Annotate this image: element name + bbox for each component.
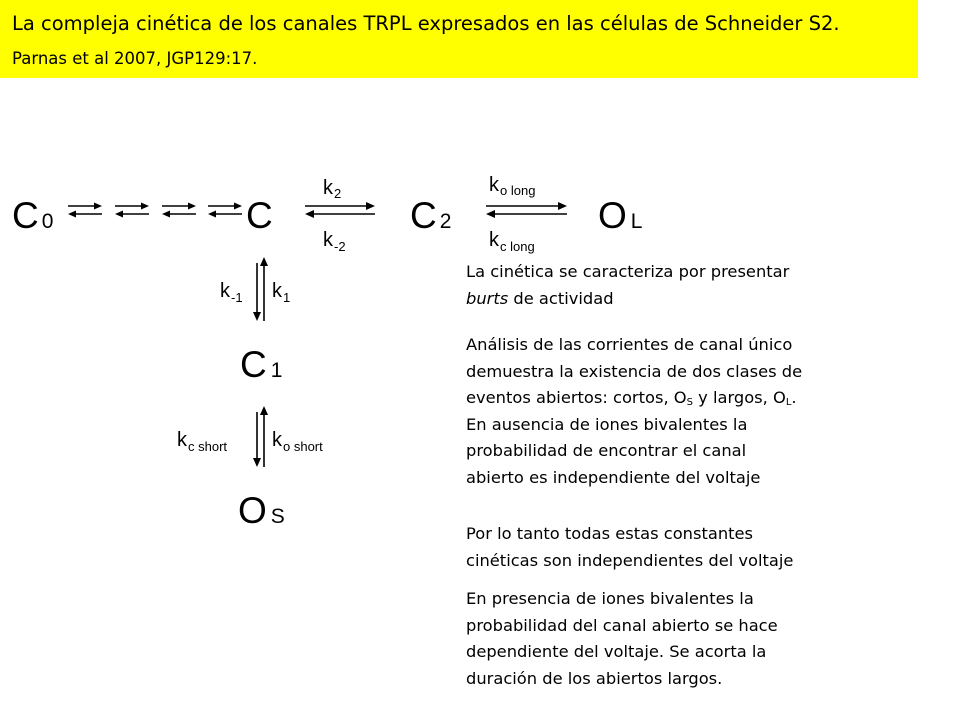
- arrow-c1-os: [253, 406, 268, 467]
- rate-ko-short: $k_{o short}$: [272, 429, 323, 454]
- reversible-arrows-chain: [68, 203, 242, 218]
- rate-ko-long: $k_{o long}$: [489, 174, 536, 198]
- reversible-arrow-3: [162, 203, 196, 218]
- state-c2: C 2: [410, 195, 452, 236]
- rate-kc-long: $k_{c long}$: [489, 229, 535, 254]
- slide-title: La compleja cinética de los canales TRPL expresados en las células de Schneider S2.: [12, 12, 840, 35]
- state-c: C: [246, 195, 273, 236]
- state-c1: C 1: [240, 344, 283, 385]
- state-ol: O L: [598, 195, 643, 236]
- arrow-c2-ol: [486, 202, 567, 218]
- rate-kc-short: $k_{c short}$: [177, 429, 228, 454]
- rate-k-minus-1: $k_{-1}$: [220, 280, 243, 305]
- reversible-arrow-2: [115, 203, 149, 218]
- arrow-c-c1: [253, 257, 268, 321]
- rate-k1: $k_1$: [272, 280, 291, 305]
- citation: Parnas et al 2007, JGP129:17.: [12, 49, 258, 68]
- rate-k-minus-2: $k_{-2}$: [323, 229, 346, 254]
- note-single-channel-analysis: Análisis de las corrientes de canal único demuestra la existencia de dos clases de eventos abiertos: cortos, $O_S$ y largos, $O_L$. En ausencia de iones bivalentes la probabilidad de encontrar el canal abierto es independiente del voltaje: [466, 335, 803, 487]
- rate-k2: $k_2$: [323, 177, 342, 201]
- note-bivalent-ions: En presencia de iones bivalentes la probabilidad del canal abierto se hace dependiente del voltaje. Se acorta la duración de los abiertos largos.: [466, 589, 778, 688]
- reversible-arrow-4: [208, 203, 242, 218]
- reversible-arrow-1: [68, 203, 102, 218]
- note-bursts-line2: burts de actividad: [466, 288, 614, 308]
- note-bursts: [466, 259, 926, 312]
- note-bursts-line1: La cinética se caracteriza por presentar: [466, 262, 790, 281]
- state-c0: C 0: [12, 195, 54, 236]
- state-os: O S: [238, 490, 285, 531]
- arrow-c-c2: [305, 202, 375, 218]
- note-voltage-independence: Por lo tanto todas estas constantes cinéticas son independientes del voltaje: [466, 524, 794, 570]
